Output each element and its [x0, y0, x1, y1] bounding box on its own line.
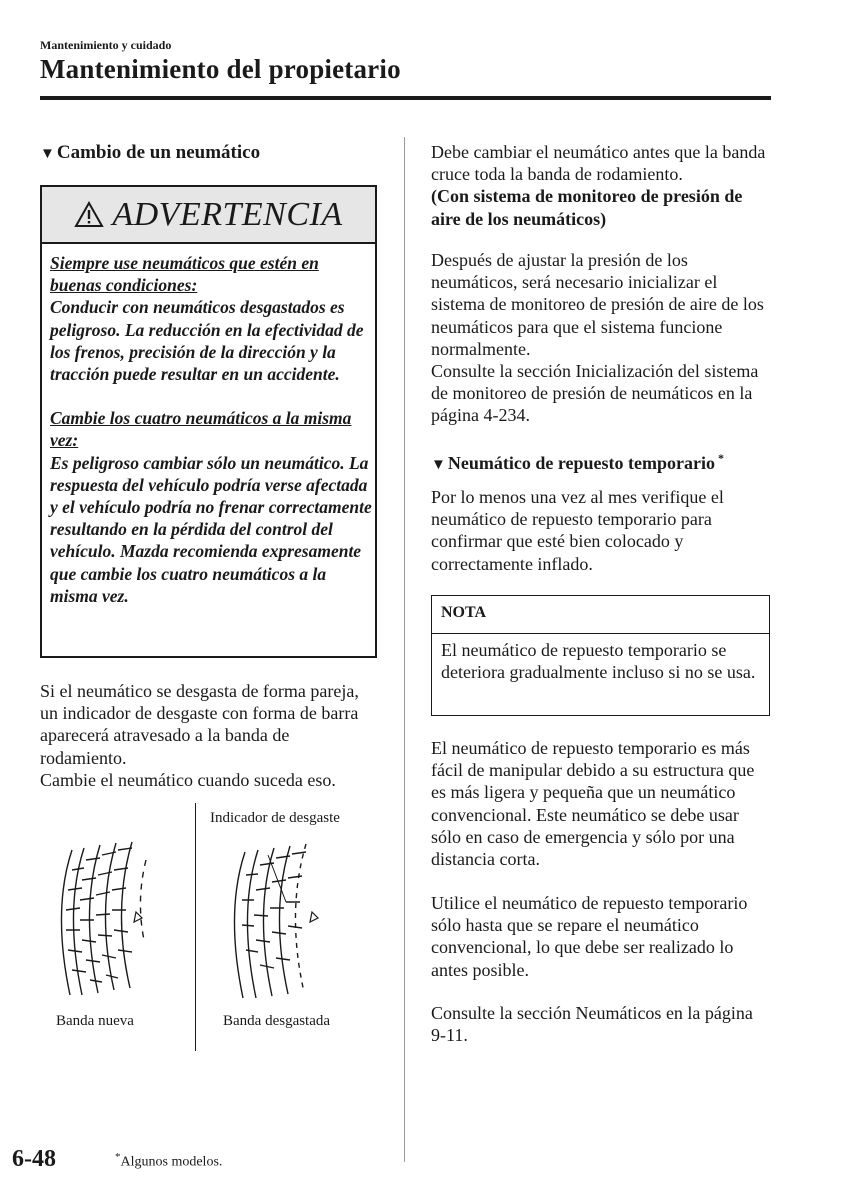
warning-box	[40, 185, 377, 658]
wear-instruction: Cambie el neumático cuando suceda eso.	[40, 769, 336, 790]
label-worn-tread: Banda desgastada	[223, 1013, 331, 1029]
triangle-down-icon: ▼	[431, 457, 446, 473]
tpms-reference: Consulte la sección Inicialización del sistema de monitoreo de presión de neumáticos en la página 4-234.	[431, 361, 759, 426]
heading-text: Neumático de repuesto temporario	[447, 453, 715, 473]
warning-title: ADVERTENCIA	[112, 195, 343, 233]
spare-usage-paragraph	[431, 892, 769, 981]
wear-text: Si el neumático se desgasta de forma pareja, un indicador de desgaste con forma de barra aparecerá atravesado a la banda de rodamiento.	[40, 681, 359, 768]
tires-reference-paragraph	[431, 1002, 769, 1046]
label-wear-indicator: Indicador de desgaste	[210, 810, 340, 826]
tread-illustration	[40, 830, 380, 1010]
title-rule	[40, 96, 771, 100]
tpms-paragraph	[431, 249, 769, 427]
footnote-text: Algunos modelos.	[120, 1154, 223, 1170]
spare-handling-text: El neumático de repuesto temporario es más fácil de manipular debido a su estructura que es más ligera y pequeña que un neumático convencional. Este neumático se debe usar sólo en caso de emergencia y sólo por una distancia corta.	[431, 738, 755, 870]
page-title: Mantenimiento del propietario	[40, 54, 401, 84]
tires-reference-text: Consulte la sección Neumáticos en la página 9-11.	[431, 1003, 753, 1046]
section-label: Mantenimiento y cuidado	[40, 38, 172, 52]
warning-subtitle-1: Siempre use neumáticos que estén en buenas condiciones:	[50, 253, 319, 296]
note-title: NOTA	[432, 596, 769, 634]
replace-paragraph	[431, 141, 769, 230]
column-divider	[404, 137, 405, 1162]
section-heading-spare-tire	[431, 451, 724, 474]
wear-paragraph	[40, 680, 375, 791]
warning-header	[42, 187, 375, 244]
warning-body	[50, 252, 372, 607]
note-text: El neumático de repuesto temporario se deteriora gradualmente incluso si no se usa.	[441, 640, 756, 683]
note-box	[431, 595, 770, 716]
label-new-tread: Banda nueva	[56, 1013, 134, 1029]
worn-tread-drawing	[234, 844, 318, 998]
heading-text: Cambio de un neumático	[56, 142, 261, 163]
section-heading-tire-change	[40, 142, 260, 164]
spare-check-paragraph	[431, 486, 769, 575]
spare-check-text: Por lo menos una vez al mes verifique el neumático de repuesto temporario para confirmar que esté bien colocado y correctamente inflado.	[431, 487, 724, 574]
new-tread-drawing	[61, 842, 146, 995]
footnote-asterisk: *	[115, 1151, 121, 1163]
footnote	[115, 1151, 222, 1171]
warning-text-1: Conducir con neumáticos desgastados es peligroso. La reducción en la efectividad de los frenos, precisión de la dirección y la tracción puede resultar en un accidente.	[50, 297, 364, 385]
spare-handling-paragraph	[431, 737, 769, 870]
tpms-subheading: (Con sistema de monitoreo de presión de aire de los neumáticos)	[431, 186, 743, 229]
spare-usage-text: Utilice el neumático de repuesto temporario sólo hasta que se repare el neumático convencional, lo que debe ser realizado lo antes posible.	[431, 893, 748, 980]
warning-triangle-icon	[74, 201, 104, 228]
warning-text-2: Es peligroso cambiar sólo un neumático. La respuesta del vehículo podría verse afectada y el vehículo podría no frenar correctamente resultando en la pérdida del control del vehículo. Mazda recomienda expresamente que cambie los cuatro neumáticos a la misma vez.	[50, 452, 372, 606]
warning-subtitle-2: Cambie los cuatro neumáticos a la misma vez:	[50, 408, 352, 451]
page-number: 6-48	[12, 1146, 56, 1172]
asterisk-mark: *	[717, 451, 724, 465]
triangle-down-icon: ▼	[40, 146, 55, 162]
replace-text: Debe cambiar el neumático antes que la banda cruce toda la banda de rodamiento.	[431, 142, 766, 185]
tpms-text: Después de ajustar la presión de los neumáticos, será necesario inicializar el sistema de monitoreo de presión de aire de los neumáticos para que el sistema funcione normalmente.	[431, 250, 764, 359]
